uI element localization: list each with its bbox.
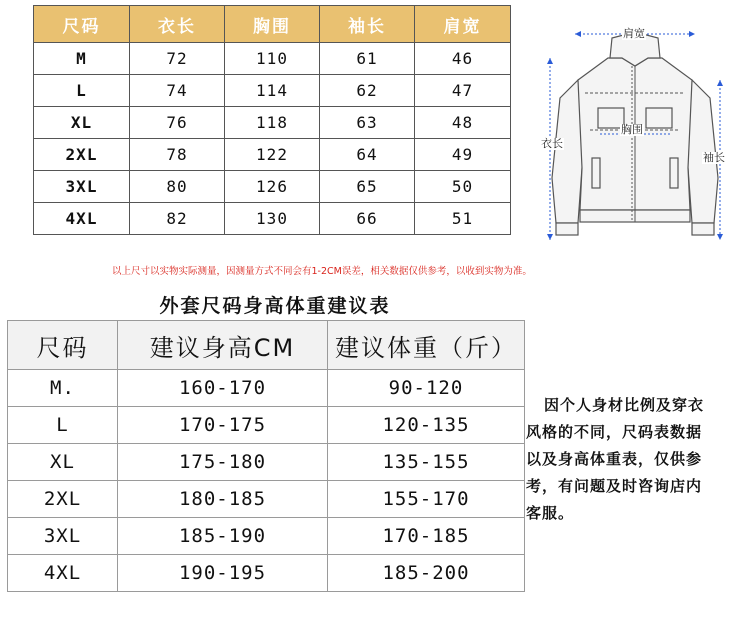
table-row [8,518,525,555]
size-cell: 3XL [34,171,130,203]
shoulder-cell: 51 [415,203,511,235]
table-row [8,481,525,518]
chest-cell: 126 [225,171,320,203]
disclaimer-line: 客服。 [526,504,575,522]
chest-cell: 122 [225,139,320,171]
disclaimer-line: 因个人身材比例及穿衣 [544,396,705,414]
table-row [8,444,525,481]
size-cell: 2XL [34,139,130,171]
shoulder-cell: 47 [415,75,511,107]
length-cell: 82 [130,203,225,235]
sleeve-cell: 61 [320,43,415,75]
height-cell: 175-180 [118,444,328,481]
shoulder-cell: 46 [415,43,511,75]
chest-label: 胸围 [621,123,643,136]
size-disclaimer [526,392,736,527]
length-cell: 74 [130,75,225,107]
height-cell: 160-170 [118,370,328,407]
table-row [34,75,511,107]
table-row [34,139,511,171]
sleeve-cell: 66 [320,203,415,235]
size-cell: 4XL [8,555,118,592]
weight-cell: 120-135 [328,407,525,444]
size-cell: L [34,75,130,107]
header-weight: 建议体重（斤） [328,321,525,370]
disclaimer-line: 考，有问题及时咨询店内 [526,477,703,495]
length-cell: 72 [130,43,225,75]
height-cell: 185-190 [118,518,328,555]
sleeve-cell: 64 [320,139,415,171]
table-row [8,555,525,592]
header-shoulder: 肩宽 [415,6,511,43]
weight-cell: 90-120 [328,370,525,407]
height-cell: 190-195 [118,555,328,592]
chest-cell: 118 [225,107,320,139]
size-cell: L [8,407,118,444]
chest-cell: 114 [225,75,320,107]
size-cell: XL [8,444,118,481]
header-size: 尺码 [34,6,130,43]
table-row [34,203,511,235]
table-row [34,171,511,203]
header-sleeve: 袖长 [320,6,415,43]
size-cell: M [34,43,130,75]
sleeve-cell: 62 [320,75,415,107]
sleeve-cell: 63 [320,107,415,139]
weight-cell: 170-185 [328,518,525,555]
length-cell: 80 [130,171,225,203]
chest-cell: 130 [225,203,320,235]
size-chart-table [33,5,511,235]
measurement-note: 以上尺寸以实物实际测量，因测量方式不同会有1-2CM误差，相关数据仅供参考，以收到实物为准。 [112,266,532,277]
shoulder-width-label: 肩宽 [623,27,645,40]
table-row [34,43,511,75]
length-label: 衣长 [541,137,563,150]
table-row [34,107,511,139]
size-cell: 2XL [8,481,118,518]
header-chest: 胸围 [225,6,320,43]
size-chart-header-row [34,6,511,43]
shoulder-cell: 48 [415,107,511,139]
jacket-measurement-diagram [530,18,740,258]
sleeve-cell: 65 [320,171,415,203]
recommend-table-title: 外套尺码身高体重建议表 [159,295,391,317]
chest-cell: 110 [225,43,320,75]
shoulder-cell: 50 [415,171,511,203]
weight-cell: 185-200 [328,555,525,592]
height-cell: 170-175 [118,407,328,444]
disclaimer-line: 风格的不同，尺码表数据 [526,423,703,441]
header-size: 尺码 [8,321,118,370]
weight-cell: 155-170 [328,481,525,518]
height-cell: 180-185 [118,481,328,518]
weight-cell: 135-155 [328,444,525,481]
shoulder-cell: 49 [415,139,511,171]
size-cell: XL [34,107,130,139]
size-cell: 4XL [34,203,130,235]
height-weight-table [7,320,525,592]
table-row [8,407,525,444]
length-cell: 78 [130,139,225,171]
header-length: 衣长 [130,6,225,43]
table-row [8,370,525,407]
header-height: 建议身高CM [118,321,328,370]
sleeve-label: 袖长 [703,151,725,164]
size-cell: M. [8,370,118,407]
size-cell: 3XL [8,518,118,555]
disclaimer-line: 以及身高体重表，仅供参 [526,450,703,468]
length-cell: 76 [130,107,225,139]
recommend-header-row [8,321,525,370]
